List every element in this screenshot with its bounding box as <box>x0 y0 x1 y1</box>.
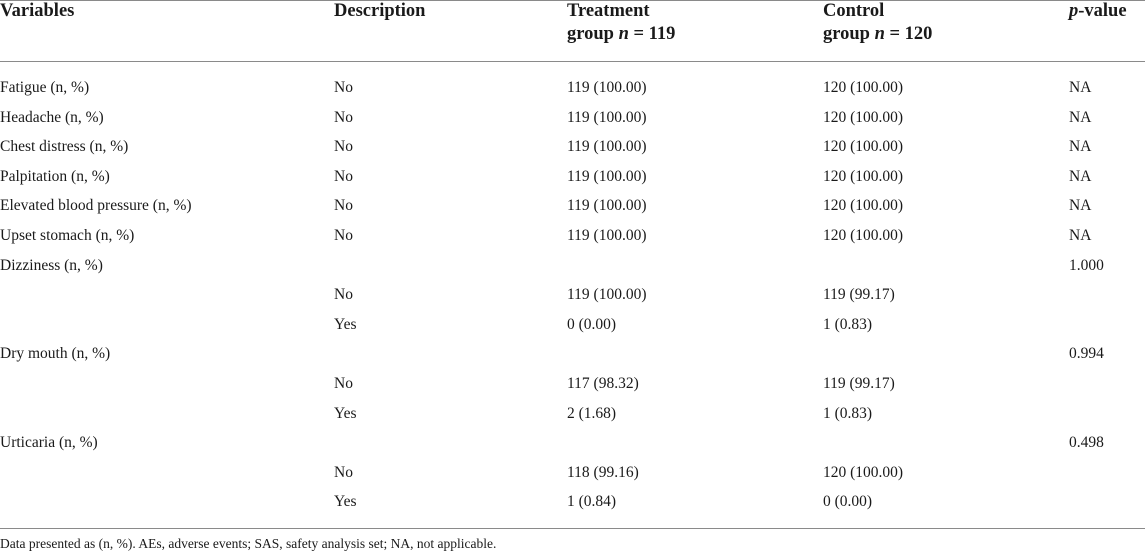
cell-treatment: 0 (0.00) <box>567 315 617 333</box>
header-p-value: p-value <box>1069 1 1127 21</box>
table-row <box>0 251 1145 281</box>
table-row <box>0 162 1145 192</box>
cell-treatment: 119 (100.00) <box>567 79 647 96</box>
cell-description: No <box>334 197 353 215</box>
header-control-group: Control group n = 120 <box>823 1 933 44</box>
cell-description: No <box>334 375 353 392</box>
table-row <box>0 458 1145 488</box>
cell-treatment: 117 (98.32) <box>567 375 639 392</box>
cell-treatment: 119 (100.00) <box>567 197 647 215</box>
table-bottom-rule <box>0 528 1145 529</box>
cell-control: 119 (99.17) <box>823 286 895 304</box>
table-row <box>0 369 1145 399</box>
cell-p-value: NA <box>1069 79 1092 96</box>
cell-p-value: NA <box>1069 197 1092 215</box>
table-row <box>0 399 1145 429</box>
cell-treatment: 1 (0.84) <box>567 493 617 511</box>
cell-control: 120 (100.00) <box>823 108 904 126</box>
cell-description: Yes <box>334 315 357 333</box>
cell-description: No <box>334 167 353 185</box>
cell-control: 119 (99.17) <box>823 375 895 392</box>
cell-description: No <box>334 227 353 244</box>
cell-control: 1 (0.83) <box>823 404 873 422</box>
cell-control: 120 (100.00) <box>823 167 904 185</box>
cell-variable: Palpitation (n, %) <box>0 167 110 185</box>
table-row <box>0 428 1145 458</box>
cell-treatment: 119 (100.00) <box>567 138 647 156</box>
cell-description: Yes <box>334 493 357 511</box>
header-treatment-group: Treatment group n = 119 <box>567 1 676 44</box>
cell-treatment: 2 (1.68) <box>567 404 617 422</box>
cell-p-value: NA <box>1069 227 1092 244</box>
cell-variable: Upset stomach (n, %) <box>0 227 135 244</box>
cell-p-value: NA <box>1069 108 1092 126</box>
cell-p-value: 1.000 <box>1069 256 1104 274</box>
cell-variable: Chest distress (n, %) <box>0 138 129 156</box>
table-row <box>0 280 1145 310</box>
cell-variable: Elevated blood pressure (n, %) <box>0 197 192 215</box>
cell-variable: Urticaria (n, %) <box>0 434 98 452</box>
cell-control: 120 (100.00) <box>823 463 904 481</box>
table-row <box>0 73 1145 103</box>
cell-treatment: 119 (100.00) <box>567 227 647 244</box>
cell-description: No <box>334 138 353 156</box>
table-row <box>0 221 1145 251</box>
cell-description: No <box>334 286 353 304</box>
table-header-rule <box>0 61 1145 62</box>
header-variables: Variables <box>0 1 75 21</box>
cell-variable: Dry mouth (n, %) <box>0 345 111 363</box>
cell-treatment: 118 (99.16) <box>567 463 639 481</box>
cell-control: 0 (0.00) <box>823 493 873 511</box>
cell-treatment: 119 (100.00) <box>567 108 647 126</box>
table-row <box>0 132 1145 162</box>
table-row <box>0 310 1145 340</box>
table-header-row <box>0 0 1145 61</box>
cell-description: No <box>334 79 353 96</box>
table-row <box>0 191 1145 221</box>
cell-control: 120 (100.00) <box>823 138 904 156</box>
cell-description: No <box>334 463 353 481</box>
cell-treatment: 119 (100.00) <box>567 167 647 185</box>
table-row <box>0 339 1145 369</box>
cell-p-value: 0.498 <box>1069 434 1104 452</box>
cell-p-value: NA <box>1069 138 1092 156</box>
cell-variable: Dizziness (n, %) <box>0 256 103 274</box>
cell-control: 120 (100.00) <box>823 79 904 96</box>
header-description: Description <box>334 1 426 21</box>
table-row <box>0 103 1145 133</box>
cell-control: 120 (100.00) <box>823 227 904 244</box>
cell-p-value: NA <box>1069 167 1092 185</box>
cell-variable: Headache (n, %) <box>0 108 104 126</box>
cell-description: Yes <box>334 404 357 422</box>
table-footnote: Data presented as (n, %). AEs, adverse events; SAS, safety analysis set; NA, not applicable. <box>0 536 497 551</box>
cell-p-value: 0.994 <box>1069 345 1104 363</box>
cell-treatment: 119 (100.00) <box>567 286 647 304</box>
table-row <box>0 487 1145 517</box>
cell-description: No <box>334 108 353 126</box>
cell-variable: Fatigue (n, %) <box>0 79 90 96</box>
cell-control: 1 (0.83) <box>823 315 873 333</box>
cell-control: 120 (100.00) <box>823 197 904 215</box>
